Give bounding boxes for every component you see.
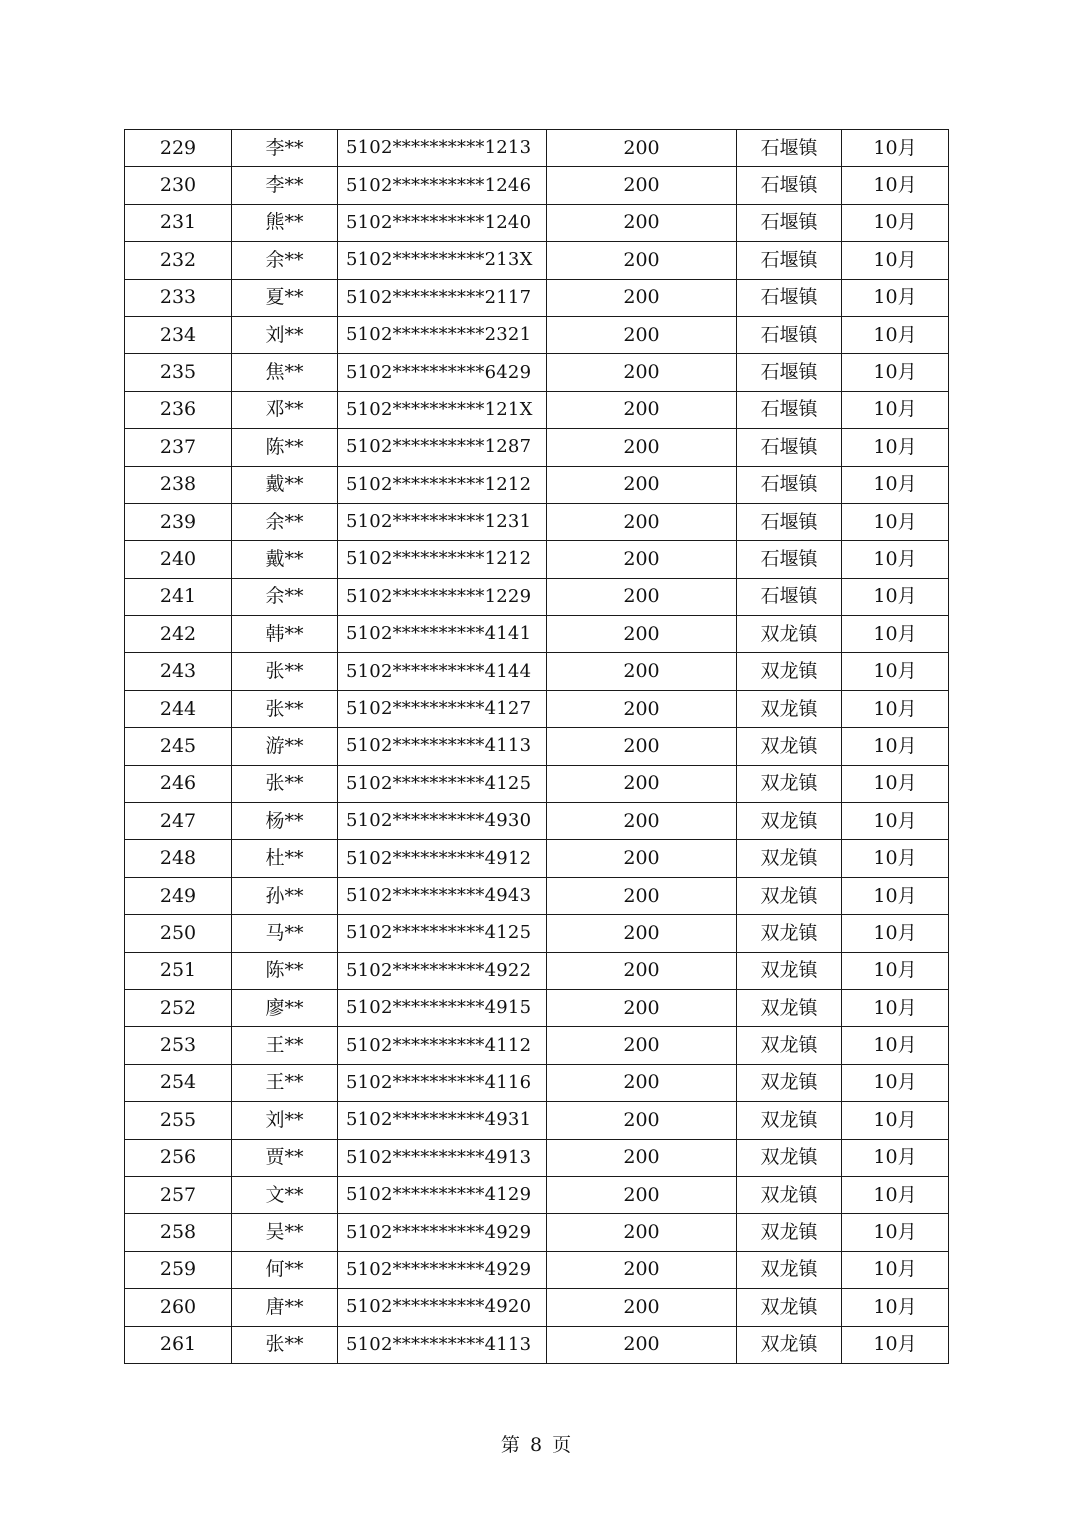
id-number-cell: 5102**********4129 [338, 1176, 547, 1213]
table-row [125, 1102, 949, 1139]
month-cell: 10月 [842, 1289, 949, 1326]
row-number-cell: 246 [125, 765, 232, 802]
month-cell: 10月 [842, 1064, 949, 1101]
name-cell: 戴** [232, 541, 338, 578]
id-number-cell: 5102**********1240 [338, 204, 547, 241]
table-row [125, 1326, 949, 1363]
row-number-cell: 260 [125, 1289, 232, 1326]
town-cell: 双龙镇 [737, 803, 842, 840]
month-cell: 10月 [842, 541, 949, 578]
id-number-cell: 5102**********4112 [338, 1027, 547, 1064]
id-number-cell: 5102**********4913 [338, 1139, 547, 1176]
id-number-cell: 5102**********4144 [338, 653, 547, 690]
table-row [125, 167, 949, 204]
town-cell: 双龙镇 [737, 840, 842, 877]
amount-cell: 200 [547, 541, 737, 578]
name-cell: 余** [232, 503, 338, 540]
id-number-cell: 5102**********4125 [338, 765, 547, 802]
month-cell: 10月 [842, 429, 949, 466]
town-cell: 石堰镇 [737, 429, 842, 466]
name-cell: 李** [232, 167, 338, 204]
row-number-cell: 242 [125, 616, 232, 653]
row-number-cell: 261 [125, 1326, 232, 1363]
id-number-cell: 5102**********4922 [338, 952, 547, 989]
month-cell: 10月 [842, 1251, 949, 1288]
name-cell: 杨** [232, 803, 338, 840]
town-cell: 双龙镇 [737, 1027, 842, 1064]
town-cell: 双龙镇 [737, 690, 842, 727]
row-number-cell: 235 [125, 354, 232, 391]
name-cell: 王** [232, 1027, 338, 1064]
name-cell: 夏** [232, 279, 338, 316]
table-row [125, 503, 949, 540]
id-number-cell: 5102**********1213 [338, 130, 547, 167]
name-cell: 熊** [232, 204, 338, 241]
table-row [125, 1027, 949, 1064]
name-cell: 焦** [232, 354, 338, 391]
row-number-cell: 229 [125, 130, 232, 167]
id-number-cell: 5102**********1212 [338, 541, 547, 578]
town-cell: 石堰镇 [737, 316, 842, 353]
id-number-cell: 5102**********1231 [338, 503, 547, 540]
town-cell: 石堰镇 [737, 204, 842, 241]
table-row [125, 242, 949, 279]
amount-cell: 200 [547, 242, 737, 279]
amount-cell: 200 [547, 877, 737, 914]
town-cell: 双龙镇 [737, 877, 842, 914]
amount-cell: 200 [547, 952, 737, 989]
id-number-cell: 5102**********4930 [338, 803, 547, 840]
amount-cell: 200 [547, 1214, 737, 1251]
row-number-cell: 244 [125, 690, 232, 727]
row-number-cell: 243 [125, 653, 232, 690]
amount-cell: 200 [547, 1326, 737, 1363]
row-number-cell: 257 [125, 1176, 232, 1213]
id-number-cell: 5102**********4127 [338, 690, 547, 727]
month-cell: 10月 [842, 690, 949, 727]
month-cell: 10月 [842, 653, 949, 690]
month-cell: 10月 [842, 316, 949, 353]
table-row [125, 1251, 949, 1288]
amount-cell: 200 [547, 578, 737, 615]
row-number-cell: 236 [125, 391, 232, 428]
month-cell: 10月 [842, 1102, 949, 1139]
name-cell: 杜** [232, 840, 338, 877]
amount-cell: 200 [547, 915, 737, 952]
amount-cell: 200 [547, 616, 737, 653]
month-cell: 10月 [842, 279, 949, 316]
amount-cell: 200 [547, 279, 737, 316]
row-number-cell: 252 [125, 989, 232, 1026]
row-number-cell: 248 [125, 840, 232, 877]
name-cell: 张** [232, 765, 338, 802]
row-number-cell: 247 [125, 803, 232, 840]
table-row [125, 1139, 949, 1176]
table-row [125, 877, 949, 914]
page-number: 第 8 页 [500, 1434, 574, 1456]
amount-cell: 200 [547, 1139, 737, 1176]
row-number-cell: 258 [125, 1214, 232, 1251]
recipient-table [124, 129, 949, 1364]
id-number-cell: 5102**********1229 [338, 578, 547, 615]
table-row [125, 989, 949, 1026]
amount-cell: 200 [547, 1027, 737, 1064]
table-row [125, 316, 949, 353]
table-row [125, 1064, 949, 1101]
month-cell: 10月 [842, 1176, 949, 1213]
town-cell: 石堰镇 [737, 167, 842, 204]
row-number-cell: 237 [125, 429, 232, 466]
month-cell: 10月 [842, 167, 949, 204]
town-cell: 双龙镇 [737, 1064, 842, 1101]
id-number-cell: 5102**********1246 [338, 167, 547, 204]
town-cell: 石堰镇 [737, 503, 842, 540]
row-number-cell: 241 [125, 578, 232, 615]
town-cell: 双龙镇 [737, 1102, 842, 1139]
town-cell: 石堰镇 [737, 279, 842, 316]
id-number-cell: 5102**********4141 [338, 616, 547, 653]
table-row [125, 1176, 949, 1213]
town-cell: 双龙镇 [737, 989, 842, 1026]
amount-cell: 200 [547, 1064, 737, 1101]
id-number-cell: 5102**********4116 [338, 1064, 547, 1101]
month-cell: 10月 [842, 204, 949, 241]
month-cell: 10月 [842, 989, 949, 1026]
table-row [125, 765, 949, 802]
row-number-cell: 234 [125, 316, 232, 353]
town-cell: 双龙镇 [737, 1289, 842, 1326]
name-cell: 马** [232, 915, 338, 952]
name-cell: 刘** [232, 316, 338, 353]
name-cell: 邓** [232, 391, 338, 428]
name-cell: 陈** [232, 952, 338, 989]
row-number-cell: 230 [125, 167, 232, 204]
id-number-cell: 5102**********2117 [338, 279, 547, 316]
month-cell: 10月 [842, 803, 949, 840]
name-cell: 王** [232, 1064, 338, 1101]
month-cell: 10月 [842, 728, 949, 765]
name-cell: 文** [232, 1176, 338, 1213]
name-cell: 张** [232, 690, 338, 727]
id-number-cell: 5102**********4113 [338, 728, 547, 765]
id-number-cell: 5102**********1287 [338, 429, 547, 466]
month-cell: 10月 [842, 915, 949, 952]
town-cell: 石堰镇 [737, 541, 842, 578]
row-number-cell: 254 [125, 1064, 232, 1101]
name-cell: 何** [232, 1251, 338, 1288]
town-cell: 双龙镇 [737, 1176, 842, 1213]
table-row [125, 541, 949, 578]
id-number-cell: 5102**********4920 [338, 1289, 547, 1326]
amount-cell: 200 [547, 204, 737, 241]
amount-cell: 200 [547, 130, 737, 167]
month-cell: 10月 [842, 503, 949, 540]
amount-cell: 200 [547, 840, 737, 877]
amount-cell: 200 [547, 1251, 737, 1288]
town-cell: 双龙镇 [737, 765, 842, 802]
amount-cell: 200 [547, 765, 737, 802]
amount-cell: 200 [547, 803, 737, 840]
row-number-cell: 240 [125, 541, 232, 578]
name-cell: 韩** [232, 616, 338, 653]
town-cell: 双龙镇 [737, 1251, 842, 1288]
town-cell: 双龙镇 [737, 1214, 842, 1251]
town-cell: 双龙镇 [737, 1326, 842, 1363]
town-cell: 石堰镇 [737, 242, 842, 279]
table-row [125, 578, 949, 615]
id-number-cell: 5102**********1212 [338, 466, 547, 503]
table-row [125, 1289, 949, 1326]
id-number-cell: 5102**********4931 [338, 1102, 547, 1139]
town-cell: 石堰镇 [737, 130, 842, 167]
month-cell: 10月 [842, 354, 949, 391]
id-number-cell: 5102**********4929 [338, 1214, 547, 1251]
month-cell: 10月 [842, 130, 949, 167]
month-cell: 10月 [842, 952, 949, 989]
name-cell: 李** [232, 130, 338, 167]
amount-cell: 200 [547, 167, 737, 204]
table-body [125, 130, 949, 1364]
table-row [125, 354, 949, 391]
amount-cell: 200 [547, 728, 737, 765]
id-number-cell: 5102**********4125 [338, 915, 547, 952]
town-cell: 双龙镇 [737, 728, 842, 765]
town-cell: 双龙镇 [737, 915, 842, 952]
town-cell: 石堰镇 [737, 391, 842, 428]
table-row [125, 840, 949, 877]
month-cell: 10月 [842, 391, 949, 428]
id-number-cell: 5102**********4929 [338, 1251, 547, 1288]
name-cell: 贾** [232, 1139, 338, 1176]
row-number-cell: 245 [125, 728, 232, 765]
town-cell: 石堰镇 [737, 466, 842, 503]
town-cell: 双龙镇 [737, 653, 842, 690]
name-cell: 吴** [232, 1214, 338, 1251]
amount-cell: 200 [547, 989, 737, 1026]
table-row [125, 803, 949, 840]
town-cell: 双龙镇 [737, 952, 842, 989]
month-cell: 10月 [842, 877, 949, 914]
amount-cell: 200 [547, 1289, 737, 1326]
row-number-cell: 251 [125, 952, 232, 989]
row-number-cell: 250 [125, 915, 232, 952]
amount-cell: 200 [547, 354, 737, 391]
name-cell: 戴** [232, 466, 338, 503]
row-number-cell: 239 [125, 503, 232, 540]
name-cell: 唐** [232, 1289, 338, 1326]
table-row [125, 728, 949, 765]
amount-cell: 200 [547, 1176, 737, 1213]
row-number-cell: 249 [125, 877, 232, 914]
name-cell: 游** [232, 728, 338, 765]
row-number-cell: 238 [125, 466, 232, 503]
name-cell: 廖** [232, 989, 338, 1026]
amount-cell: 200 [547, 466, 737, 503]
table-row [125, 130, 949, 167]
table-row [125, 653, 949, 690]
name-cell: 刘** [232, 1102, 338, 1139]
id-number-cell: 5102**********4113 [338, 1326, 547, 1363]
row-number-cell: 256 [125, 1139, 232, 1176]
name-cell: 张** [232, 653, 338, 690]
table-row [125, 616, 949, 653]
month-cell: 10月 [842, 1214, 949, 1251]
row-number-cell: 231 [125, 204, 232, 241]
table-row [125, 429, 949, 466]
table-row [125, 279, 949, 316]
table-row [125, 952, 949, 989]
id-number-cell: 5102**********6429 [338, 354, 547, 391]
id-number-cell: 5102**********4943 [338, 877, 547, 914]
month-cell: 10月 [842, 466, 949, 503]
table-row [125, 915, 949, 952]
name-cell: 张** [232, 1326, 338, 1363]
month-cell: 10月 [842, 242, 949, 279]
amount-cell: 200 [547, 1102, 737, 1139]
month-cell: 10月 [842, 765, 949, 802]
row-number-cell: 259 [125, 1251, 232, 1288]
town-cell: 石堰镇 [737, 578, 842, 615]
amount-cell: 200 [547, 653, 737, 690]
id-number-cell: 5102**********2321 [338, 316, 547, 353]
month-cell: 10月 [842, 1326, 949, 1363]
id-number-cell: 5102**********213X [338, 242, 547, 279]
row-number-cell: 233 [125, 279, 232, 316]
amount-cell: 200 [547, 391, 737, 428]
id-number-cell: 5102**********4912 [338, 840, 547, 877]
table-row [125, 204, 949, 241]
name-cell: 余** [232, 242, 338, 279]
town-cell: 石堰镇 [737, 354, 842, 391]
name-cell: 余** [232, 578, 338, 615]
amount-cell: 200 [547, 503, 737, 540]
month-cell: 10月 [842, 1139, 949, 1176]
id-number-cell: 5102**********121X [338, 391, 547, 428]
amount-cell: 200 [547, 429, 737, 466]
table-row [125, 690, 949, 727]
month-cell: 10月 [842, 840, 949, 877]
month-cell: 10月 [842, 1027, 949, 1064]
table-row [125, 466, 949, 503]
table-row [125, 1214, 949, 1251]
month-cell: 10月 [842, 578, 949, 615]
name-cell: 陈** [232, 429, 338, 466]
amount-cell: 200 [547, 316, 737, 353]
name-cell: 孙** [232, 877, 338, 914]
row-number-cell: 255 [125, 1102, 232, 1139]
town-cell: 双龙镇 [737, 1139, 842, 1176]
amount-cell: 200 [547, 690, 737, 727]
row-number-cell: 232 [125, 242, 232, 279]
month-cell: 10月 [842, 616, 949, 653]
row-number-cell: 253 [125, 1027, 232, 1064]
id-number-cell: 5102**********4915 [338, 989, 547, 1026]
table-row [125, 391, 949, 428]
town-cell: 双龙镇 [737, 616, 842, 653]
